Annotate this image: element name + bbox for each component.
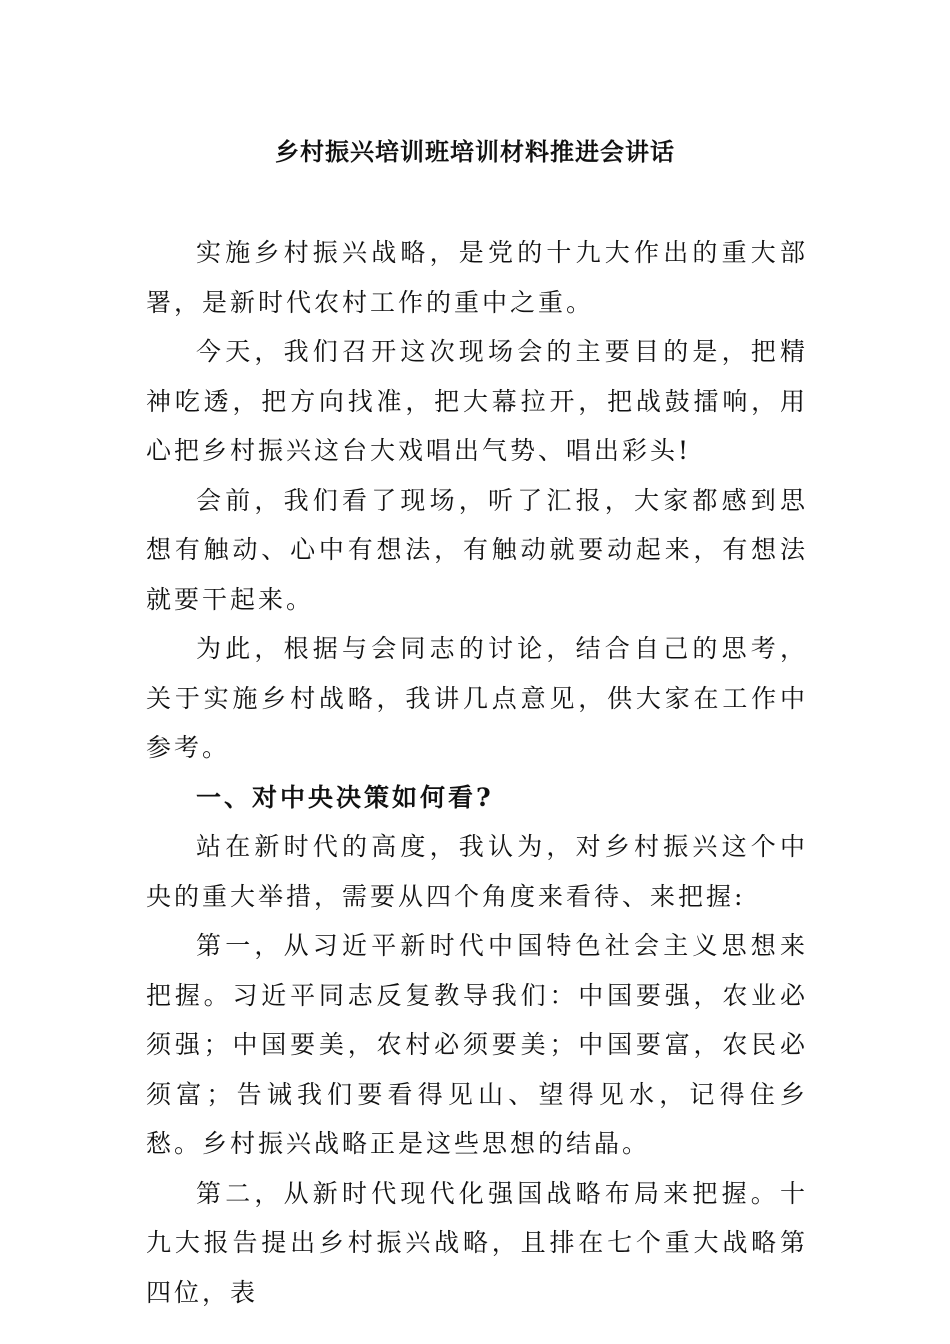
- paragraph-1: 实施乡村振兴战略，是党的十九大作出的重大部署，是新时代农村工作的重中之重。: [146, 238, 808, 317]
- paragraph-3: 会前，我们看了现场，听了汇报，大家都感到思想有触动、心中有想法，有触动就要动起来，有想法就要干起来。: [146, 485, 808, 614]
- paragraph-4: 为此，根据与会同志的讨论，结合自己的思考，关于实施乡村战略，我讲几点意见，供大家在工作中参考。: [146, 634, 808, 762]
- document-body: [146, 228, 808, 1317]
- document-title: 乡村振兴培训班培训材料推进会讲话: [275, 137, 675, 166]
- paragraph-6: 第一，从习近平新时代中国特色社会主义思想来把握。习近平同志反复教导我们：中国要强，农业必须强；中国要美，农村必须要美；中国要富，农民必须富；告诫我们要看得见山、望得见水，记得住乡愁。乡村振兴战略正是这些思想的结晶。: [146, 931, 808, 1158]
- paragraph-5: 站在新时代的高度，我认为，对乡村振兴这个中央的重大举措，需要从四个角度来看待、来把握:: [146, 832, 808, 911]
- paragraph-2: 今天，我们召开这次现场会的主要目的是，把精神吃透，把方向找准，把大幕拉开，把战鼓擂响，用心把乡村振兴这台大戏唱出气势、唱出彩头!: [146, 337, 808, 465]
- paragraph-7: 第二，从新时代现代化强国战略布局来把握。十九大报告提出乡村振兴战略，且排在七个重大战略第四位，表: [146, 1178, 808, 1307]
- section-heading-1: 一、对中央决策如何看?: [196, 782, 494, 812]
